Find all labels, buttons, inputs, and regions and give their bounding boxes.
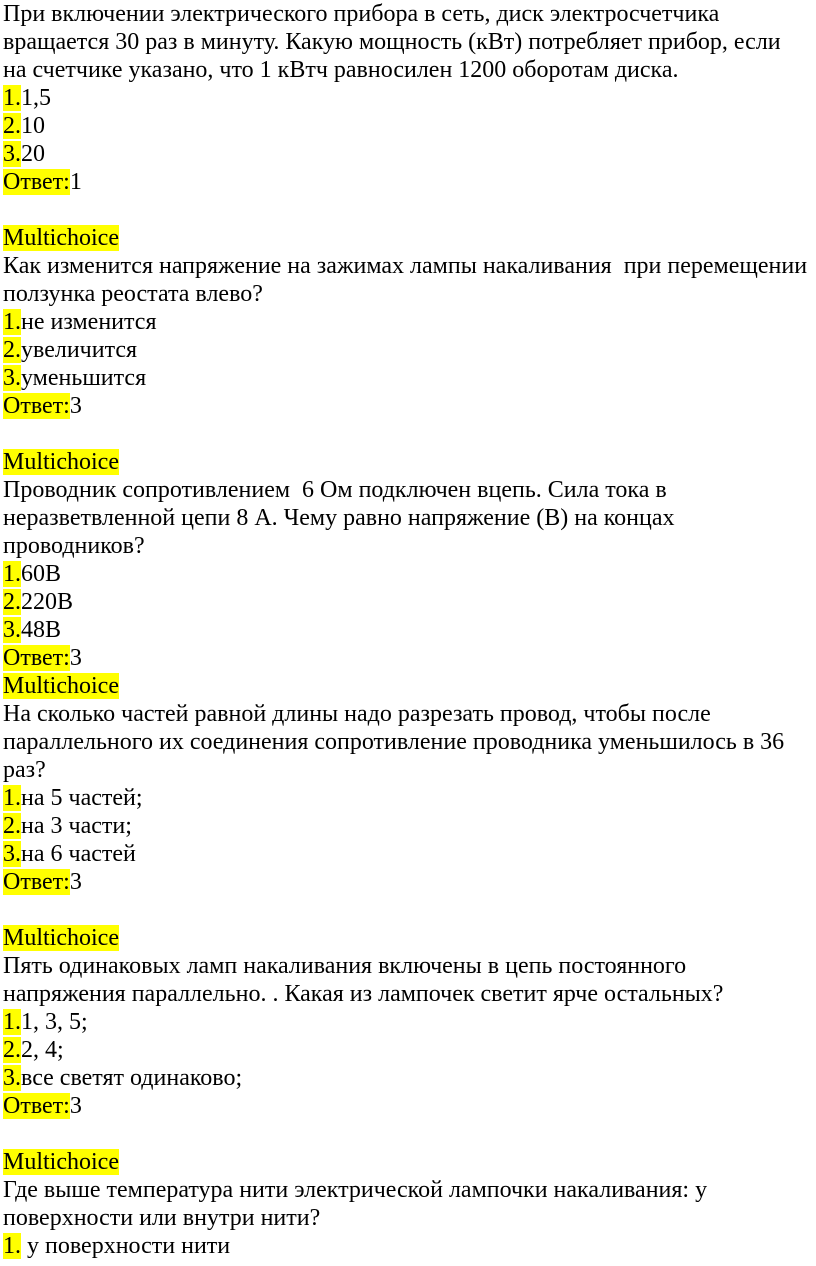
option-number: 3. xyxy=(3,617,21,643)
answer-line xyxy=(3,1092,809,1120)
answer-value: 3 xyxy=(69,393,82,419)
question-type-header xyxy=(3,672,809,700)
question-text: На сколько частей равной длины надо разрезать провод, чтобы после параллельного их соединения сопротивление проводника уменьшилось в 36 раз? xyxy=(3,701,791,783)
option-text: 10 xyxy=(21,113,45,139)
question-block-5 xyxy=(3,924,809,1120)
question-text: Проводник сопротивлением 6 Ом подключен вцепь. Сила тока в неразветвленной цепи 8 А. Чему равно напряжение (В) на концах проводников? xyxy=(3,477,681,559)
question-text: Как изменится напряжение на зажимах лампы накаливания при перемещении ползунка реостата влево? xyxy=(3,253,814,307)
option-3 xyxy=(3,1064,809,1092)
option-2 xyxy=(3,588,809,616)
option-number: 3. xyxy=(3,141,21,167)
option-1 xyxy=(3,84,809,112)
option-2 xyxy=(3,336,809,364)
answer-label: Ответ: xyxy=(3,393,70,419)
option-text: не изменится xyxy=(21,309,157,335)
spacer xyxy=(3,420,809,448)
question-block-3 xyxy=(3,448,809,672)
option-text: у поверхности нити xyxy=(21,1233,231,1259)
option-text: на 5 частей; xyxy=(21,785,143,811)
answer-label: Ответ: xyxy=(3,645,70,671)
option-3 xyxy=(3,364,809,392)
question-block-1 xyxy=(3,0,809,196)
option-text: 1, 3, 5; xyxy=(21,1009,88,1035)
option-number: 1. xyxy=(3,1233,21,1259)
option-number: 1. xyxy=(3,561,21,587)
answer-value: 1 xyxy=(69,169,82,195)
option-text: на 3 части; xyxy=(21,813,132,839)
question-type-header xyxy=(3,448,809,476)
option-number: 3. xyxy=(3,841,21,867)
answer-value: 3 xyxy=(69,645,82,671)
answer-line xyxy=(3,868,809,896)
option-text: 60В xyxy=(21,561,62,587)
option-1 xyxy=(3,1232,809,1260)
document-page xyxy=(3,0,814,1260)
multichoice-label: Multichoice xyxy=(3,449,119,475)
option-2 xyxy=(3,112,809,140)
spacer xyxy=(3,1120,809,1148)
answer-value: 3 xyxy=(69,1093,82,1119)
option-3 xyxy=(3,840,809,868)
option-1 xyxy=(3,1008,809,1036)
multichoice-label: Multichoice xyxy=(3,925,119,951)
option-text: 48В xyxy=(21,617,62,643)
question-text: Где выше температура нити электрической лампочки накаливания: у поверхности или внутри нити? xyxy=(3,1177,714,1231)
option-text: 220В xyxy=(21,589,74,615)
question-type-header xyxy=(3,924,809,952)
question-type-header xyxy=(3,224,809,252)
option-3 xyxy=(3,140,809,168)
multichoice-label: Multichoice xyxy=(3,225,119,251)
question-text: Пять одинаковых ламп накаливания включены в цепь постоянного напряжения параллельно. . Какая из лампочек светит ярче остальных? xyxy=(3,953,724,1007)
answer-line xyxy=(3,168,809,196)
option-3 xyxy=(3,616,809,644)
option-number: 1. xyxy=(3,309,21,335)
spacer xyxy=(3,196,809,224)
option-number: 3. xyxy=(3,365,21,391)
question-block-2 xyxy=(3,224,814,420)
option-2 xyxy=(3,812,809,840)
question-type-header xyxy=(3,1148,809,1176)
option-1 xyxy=(3,784,809,812)
option-text: увеличится xyxy=(21,337,138,363)
multichoice-label: Multichoice xyxy=(3,673,119,699)
option-text: уменьшится xyxy=(21,365,147,391)
option-number: 2. xyxy=(3,589,21,615)
answer-label: Ответ: xyxy=(3,869,70,895)
option-number: 1. xyxy=(3,785,21,811)
option-2 xyxy=(3,1036,809,1064)
option-1 xyxy=(3,560,809,588)
option-number: 1. xyxy=(3,1009,21,1035)
option-text: 20 xyxy=(21,141,45,167)
option-number: 2. xyxy=(3,113,21,139)
option-text: 1,5 xyxy=(21,85,51,111)
option-text: на 6 частей xyxy=(21,841,136,867)
spacer xyxy=(3,896,809,924)
option-number: 2. xyxy=(3,337,21,363)
question-block-6 xyxy=(3,1148,809,1260)
option-text: все светят одинаково; xyxy=(21,1065,243,1091)
option-number: 1. xyxy=(3,85,21,111)
question-text: При включении электрического прибора в сеть, диск электросчетчика вращается 30 раз в минуту. Какую мощность (кВт) потребляет прибор, если на счетчике указано, что 1 кВтч равносилен 1200 оборотам диска. xyxy=(3,1,787,83)
answer-label: Ответ: xyxy=(3,1093,70,1119)
answer-line xyxy=(3,392,809,420)
answer-line xyxy=(3,644,809,672)
option-number: 2. xyxy=(3,1037,21,1063)
multichoice-label: Multichoice xyxy=(3,1149,119,1175)
option-1 xyxy=(3,308,809,336)
option-number: 2. xyxy=(3,813,21,839)
answer-label: Ответ: xyxy=(3,169,70,195)
option-text: 2, 4; xyxy=(21,1037,64,1063)
option-number: 3. xyxy=(3,1065,21,1091)
question-block-4 xyxy=(3,672,809,896)
answer-value: 3 xyxy=(69,869,82,895)
